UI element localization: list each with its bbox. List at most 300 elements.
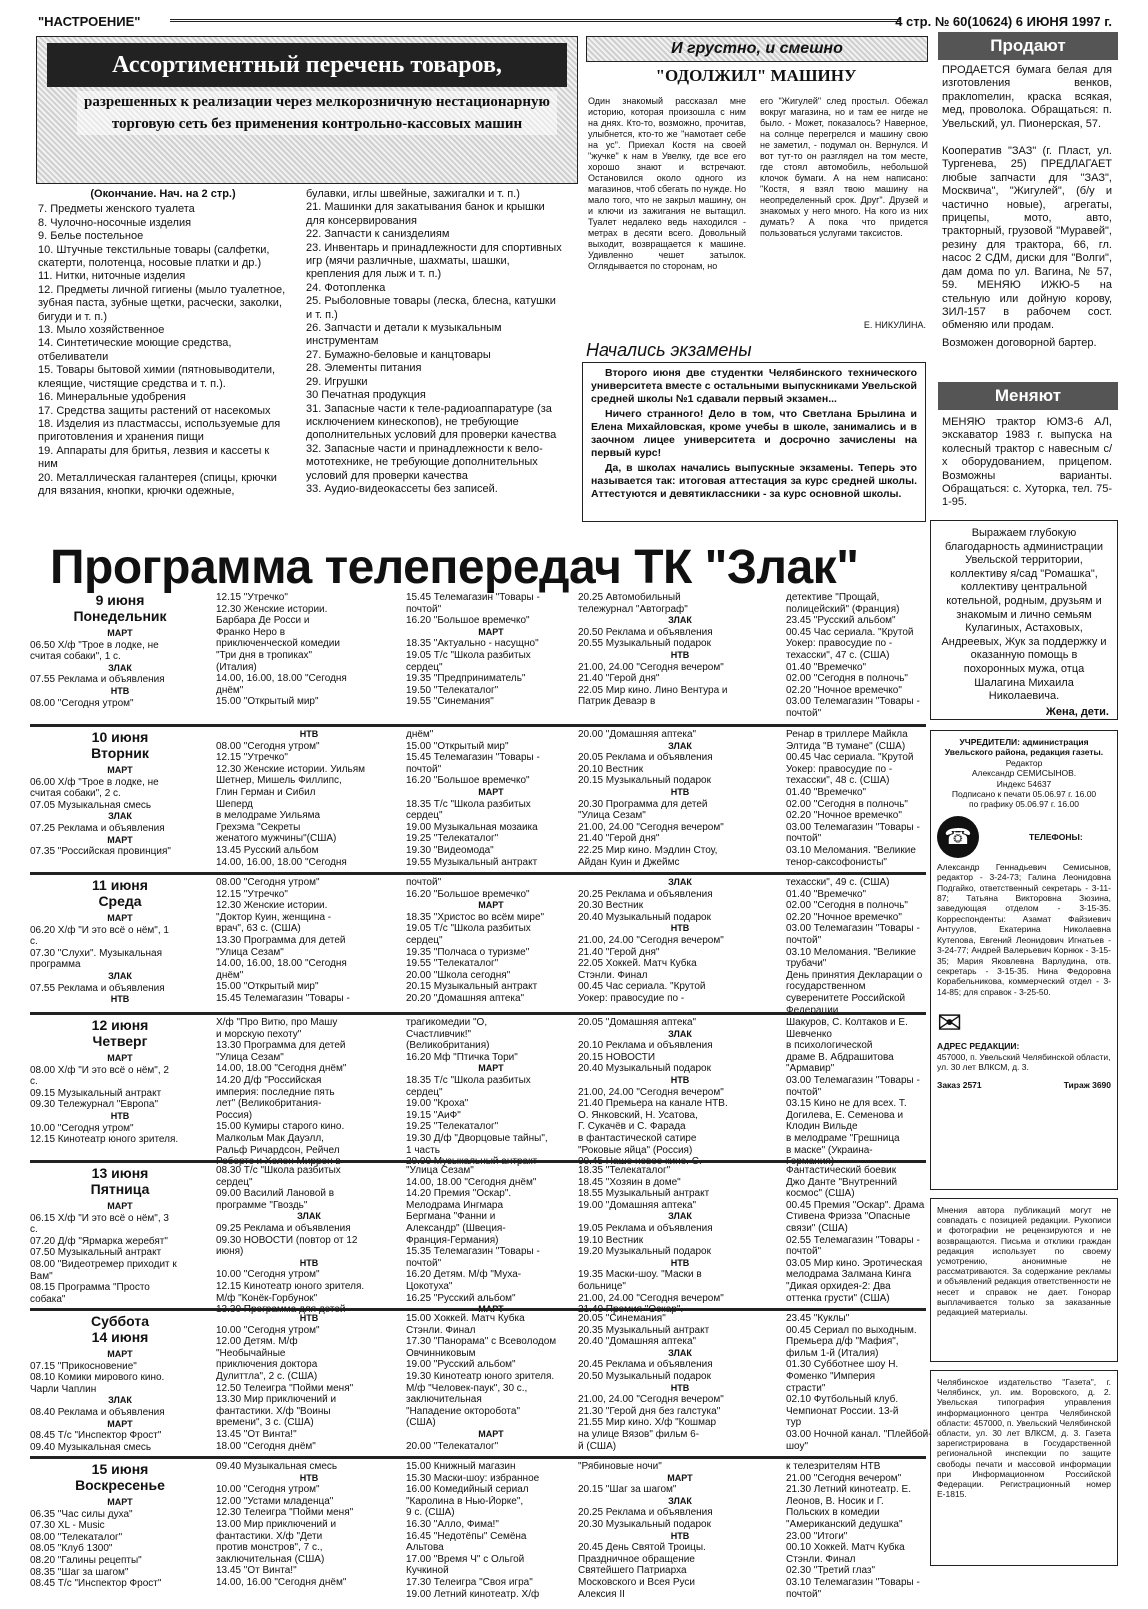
tv-listing-line: почтой": [406, 877, 442, 888]
tv-listing-line: 19.25 "Телекаталог": [406, 833, 499, 845]
tv-listing-line: 14.00, 16.00 "Сегодня днём": [216, 1576, 347, 1588]
tv-listing-line: 08.00 "Сегодня утром": [30, 697, 134, 709]
tv-listing-line: 19.00 "Домашняя аптека": [578, 1199, 697, 1211]
tv-listing-line: 07.25 Реклама и объявления: [30, 822, 165, 834]
tv-listing-line: 16.20 "Большое времечко": [406, 888, 530, 900]
tv-listing-line: "Армавир": [786, 1063, 835, 1075]
tv-day-header: [30, 877, 210, 909]
tv-listing-column: [216, 592, 402, 708]
tv-listing-line: 20.30 Вестник: [578, 900, 644, 912]
tv-listing-line: Счастливчик!": [406, 1028, 472, 1040]
tv-listing-line: 21.00, 24.00 "Сегодня вечером": [578, 821, 724, 833]
tv-listing-line: 21.40 "Герой дня": [578, 946, 660, 958]
tv-listing-line: 08.20 "Галины рецепты": [30, 1554, 142, 1566]
tv-listing-line: 03.10 Меломания. "Великие: [786, 946, 916, 958]
tv-listing-line: техасски", 47 с. (США): [786, 649, 890, 661]
tv-listing-line: 08.15 Программа "Просто: [30, 1282, 150, 1294]
tv-listing-line: Польских в комедии: [786, 1507, 880, 1519]
tv-day-date: Суббота: [90, 1313, 150, 1329]
tv-listing-column: [578, 1313, 782, 1452]
list-item: 7. Предметы женского туалета: [38, 203, 195, 216]
story-author: Е. НИКУЛИНА.: [863, 320, 926, 330]
tv-listing-line: Стивена Фриэза "Опасные: [786, 1211, 911, 1223]
list-item: 17. Средства защиты растений от насекомых: [38, 404, 271, 417]
tv-listing-line: 13.30 Мир приключений и: [216, 1394, 337, 1406]
tv-day-weekday: Четверг: [92, 1033, 148, 1049]
tv-listing-line: МАРТ: [107, 1418, 133, 1429]
tv-listing-line: 15.35 Телемагазин "Товары -: [406, 1246, 540, 1258]
tv-listing-line: НТВ: [670, 1530, 690, 1541]
tv-listing-line: Германия): [786, 1156, 835, 1168]
tv-listing-line: заключительная (США): [216, 1553, 325, 1565]
tv-listing-line: "Роковые яйца" (Россия): [578, 1144, 693, 1156]
tv-listing-line: 20.15 НОВОСТИ: [578, 1051, 656, 1063]
tv-listing-line: Леонов, В. Носик и Г.: [786, 1495, 884, 1507]
tv-listing-line: драме В. Абдрашитова: [786, 1051, 894, 1063]
tv-listing-line: 00.45 Наше новое кино. С.: [578, 1156, 702, 1168]
tv-listing-line: МАРТ: [107, 1201, 133, 1211]
tv-day-block: [30, 1308, 932, 1459]
tv-listing-line: Ральф Ричардсон, Рейчел: [216, 1144, 340, 1156]
tv-listing-line: 15.00 "Открытый мир": [216, 981, 319, 993]
story-rubric: И грустно, и смешно: [671, 40, 843, 57]
tv-listing-line: считая собаки", 2 с.: [30, 788, 121, 800]
tv-listing-line: 22.25 Мир кино. Мэдлин Стоу,: [578, 844, 718, 856]
tv-listing-line: империя: последние пять: [216, 1086, 335, 1098]
tv-listing-line: 02.10 Футбольный клуб.: [786, 1394, 899, 1406]
tv-listing-line: 20.45 День Святой Троицы.: [578, 1542, 706, 1554]
tv-listing-line: ЗЛАК: [108, 662, 132, 673]
tv-listing-column: [406, 1017, 576, 1168]
tv-listing-line: Шетнер, Мишель Филлипс,: [216, 775, 342, 787]
tv-day-weekday: Среда: [98, 893, 142, 909]
tv-listing-line: 08.35 "Шаг за шагом": [30, 1566, 129, 1578]
tv-listing-line: 09.15 Музыкальный антракт: [30, 1087, 162, 1099]
tv-listing-line: 21.30 Летний кинотеатр. Е.: [786, 1484, 911, 1496]
tv-listing-line: 13.00 Мир приключений и: [216, 1518, 337, 1530]
imprint-schedule: по графику 05.06.97 г. 16.00: [969, 799, 1079, 810]
tv-listing-line: считая собаки", 1 с.: [30, 651, 121, 663]
tv-listing-line: О. Янковский, Н. Усатова,: [578, 1109, 698, 1121]
tv-listing-line: Премьера д/ф "Мафия",: [786, 1336, 899, 1348]
tv-listing-line: фантастики. Х/ф "Воины: [216, 1405, 331, 1417]
tv-listing-line: 03.00 Телемагазин "Товары -: [786, 1074, 920, 1086]
tv-listing-line: 16.30 "Алло, Фима!": [406, 1518, 499, 1530]
tv-listing-column: [406, 877, 576, 1005]
tv-listing-line: 19.05 Т/с "Школа разбитых: [406, 923, 531, 935]
tv-listing-line: Уокер: правосудие по -: [578, 992, 685, 1004]
tv-listing-line: 01.40 "Времечко": [786, 661, 867, 673]
phones-row: [937, 816, 1111, 858]
tv-listing-line: страсти": [786, 1382, 826, 1394]
tv-listing-line: 15.00 Кумиры старого кино.: [216, 1121, 345, 1133]
address-text: 457000, п. Увельский Челябинской области, ул. 30 лет ВЛКСМ, д. 3.: [937, 1051, 1111, 1072]
story-rubric-box: [586, 36, 928, 62]
tv-listing-line: 07.15 "Прикосновение": [30, 1360, 137, 1372]
tv-listing-line: 18.55 Музыкальный антракт: [578, 1188, 710, 1200]
tv-listing-line: 19.15 "АиФ": [406, 1109, 461, 1121]
tv-listing-line: 19.00 Летний кинотеатр. Х/ф: [406, 1588, 540, 1600]
tv-listing-line: Элтида "В тумане" (США): [786, 740, 906, 752]
tv-listing-line: Вам": [30, 1270, 53, 1282]
telephone-icon: ☎: [937, 816, 979, 858]
tv-listing-line: 07.35 "Российская провинция": [30, 846, 171, 858]
exams-p3: Да, в школах начались выпускные экзамены. Теперь это называется так: итоговая аттестация за курс средней школы. Аттестуются и девятиклассники - за курс основной школы.: [591, 462, 917, 500]
tv-listing-line: 15.00 Хоккей. Матч Кубка: [406, 1313, 525, 1324]
tv-listing-line: космос" (США): [786, 1188, 855, 1200]
tv-listing-line: День принятия Декларации о: [786, 969, 923, 981]
tv-listing-line: 08.45 Т/с "Инспектор Фрост": [30, 1578, 162, 1590]
tv-listing-line: М/ф "Человек-паук", 30 с.,: [406, 1382, 528, 1394]
tv-listing-line: 20.10 Реклама и объявления: [578, 1040, 713, 1052]
tv-listing-line: 01.40 "Времечко": [786, 888, 867, 900]
tv-listing-line: Барбара Де Росси и: [216, 615, 310, 627]
tv-listing-line: 23.45 "Русский альбом": [786, 615, 896, 627]
tv-listing-line: 21.00, 24.00 "Сегодня вечером": [578, 661, 724, 673]
tv-listing-line: "Улица Сезам": [406, 1165, 474, 1176]
tv-day-block: [30, 872, 926, 1015]
tv-listing-line: 08.00 "Сегодня утром": [216, 740, 320, 752]
tv-day-block: [30, 1456, 926, 1609]
list-item: 28. Элементы питания: [306, 362, 422, 375]
tv-listing-line: 16.00 Комедийный сериал: [406, 1484, 529, 1496]
tv-listing-line: 07.20 Д/ф "Ярмарка жеребят": [30, 1235, 168, 1247]
tv-listing-line: 02.00 "Сегодня в полночь": [786, 798, 908, 810]
list-item: 13. Мыло хозяйственное: [38, 324, 165, 337]
tv-listing-line: 12.15 Кинотеатр юного зрителя.: [30, 1134, 179, 1146]
tv-listing-line: 00.45 Час сериала. "Крутой: [786, 626, 914, 638]
tv-day-weekday: Пятница: [90, 1181, 150, 1197]
story-col1: Один знакомый рассказал мне историю, которая произошла с ним на днях. Кто-то, возможно, прочитав, улыбнется, кто-то же "намотает себе на ус". Приехал Костя на своей "жучке" к нам в Увелку, где все его хорошо знают и встречают. Остановился около одного из магазинов, чтоб сбегать по нужде. Но мало того, что не закрыл машину, он и ключи из зажигания не вытащил. Туалет недалеко ведь находился - метрах в десяти всего. Довольный выходит, возвращается к машине. Удивленно чешет затылок. Оглядывается по сторонам, но: [588, 96, 746, 271]
print-info: [937, 1080, 1111, 1090]
tv-listing-line: Бергмана "Фанни и: [406, 1211, 496, 1223]
swap-body: МЕНЯЮ трактор ЮМЗ-6 АЛ, экскаватор 1983 г. выпуска на колесный трактор с навесным с/х оборудованием, прицепом. Возможны варианты. Обращаться: с. Хуторка, тел. 75-1-95.: [942, 416, 1112, 509]
tv-listing-line: МАРТ: [478, 1304, 504, 1315]
tv-listing-line: Глин Герман и Сибил: [216, 786, 316, 798]
tv-day-header: [30, 1165, 210, 1197]
tv-listing-line: НТВ: [670, 649, 690, 660]
tv-listing-line: 08.10 Комики мирового кино.: [30, 1372, 165, 1384]
tv-listing-line: 08.00 "Сегодня утром": [216, 877, 320, 888]
tv-listing-line: Святейшего Патриарха: [578, 1565, 687, 1577]
list-item: 14. Синтетические моющие средства, отбеливатели: [38, 337, 232, 363]
tv-listing-line: и морскую пехоту": [216, 1028, 302, 1040]
tv-listing-line: 15.30 Маски-шоу: избранное: [406, 1472, 540, 1484]
tv-listing-line: 16.20 Мф "Птичка Тори": [406, 1051, 518, 1063]
tv-listing-line: 13.30 Программа для детей: [216, 1040, 346, 1052]
tv-listing-column: [30, 1053, 210, 1146]
imprint-editor: Александр СЕМИСЫНОВ.: [971, 768, 1077, 779]
tv-listing-line: 12.15 Кинотеатр юного зрителя.: [216, 1280, 365, 1292]
assortment-col1: [38, 188, 288, 498]
tv-listing-line: (Италия): [216, 661, 257, 673]
list-item: 10. Штучные текстильные товары (салфетки, скатерти, полотенца, носовые платки и др.): [38, 243, 270, 270]
tv-listing-line: днём": [216, 684, 244, 696]
tv-listing-line: 08.45 Т/с "Инспектор Фрост": [30, 1430, 162, 1442]
tv-listing-line: трубачи": [786, 958, 827, 970]
tv-listing-line: 20.25 Автомобильный: [578, 592, 681, 603]
tv-listing-line: (США): [406, 1417, 436, 1429]
tv-listing-line: трагикомедии "О,: [406, 1017, 488, 1028]
tv-listing-line: с.: [30, 1076, 38, 1088]
address-row: [937, 1007, 1111, 1041]
tv-listing-line: МАРТ: [478, 900, 504, 911]
tv-listing-line: "Дикая орхидея-2: Два: [786, 1280, 891, 1292]
tv-listing-line: Алексия II: [578, 1588, 625, 1600]
tv-listing-line: 08.05 "Клуб 1300": [30, 1543, 113, 1555]
tv-listing-line: врач", 63 с. (США): [216, 923, 301, 935]
list-item: 26. Запчасти и детали к музыкальным инструментам: [306, 322, 502, 348]
condolence-sign: Жена, дети.: [1045, 705, 1109, 718]
tv-listing-line: 09.40 Музыкальная смесь: [30, 1441, 152, 1453]
list-item: булавки, иглы швейные, зажигалки и т. п.): [306, 188, 520, 200]
tv-listing-line: 21.00, 24.00 "Сегодня вечером": [578, 1292, 724, 1304]
tv-listing-line: 20.05 Реклама и объявления: [578, 752, 713, 764]
tv-listing-line: Кучкиной: [406, 1565, 449, 1577]
tv-listing-line: ЗЛАК: [108, 970, 132, 981]
tv-title: Программа телепередач ТК "Злак": [50, 541, 859, 594]
tv-listing-column: [216, 1461, 402, 1589]
tv-listing-line: НТВ: [670, 923, 690, 934]
tv-listing-line: 16.20 "Большое времечко": [406, 615, 530, 627]
tv-day-weekday: 14 июня: [91, 1329, 149, 1345]
tv-listing-line: Г. Сукачёв и С. Фарада: [578, 1121, 686, 1133]
tv-listing-line: 07.05 Музыкальная смесь: [30, 799, 152, 811]
tv-listing-line: 21.40 "Герой дня": [578, 833, 660, 845]
tv-listing-line: Фоменко "Империя: [786, 1370, 876, 1382]
tv-listing-line: 09.30 НОВОСТИ (повтор от 12: [216, 1234, 358, 1246]
tv-listing-line: 21.40 "Герой дня": [578, 673, 660, 685]
tv-listing-line: 18.35 "Актуально - насущно": [406, 638, 539, 650]
tv-listing-line: Стэнли. Финал: [786, 1553, 856, 1565]
tv-listing-line: ЗЛАК: [668, 615, 692, 626]
tv-listing-line: 03.00 Телемагазин "Товары -: [786, 821, 920, 833]
tv-listing-line: приключенческой комедии: [216, 638, 340, 650]
tv-listing-line: Догилева, Е. Семенова и: [786, 1109, 904, 1121]
tv-listing-line: Клодин Вильде: [786, 1121, 858, 1133]
tv-listing-line: 16.20 Детям. М/ф "Муха-: [406, 1269, 522, 1281]
tv-listing-line: 02.00 "Сегодня в полночь": [786, 673, 908, 685]
tv-listing-line: 21.55 Мир кино. Х/ф "Кошмар: [578, 1417, 717, 1429]
tv-day-weekday: Воскресенье: [75, 1477, 165, 1493]
tv-listing-line: 12.00 "Устами младенца": [216, 1495, 334, 1507]
tv-listing-column: [216, 877, 402, 1005]
tv-schedule: [30, 590, 932, 1600]
tv-listing-line: Чемпионат России. 13-й: [786, 1405, 899, 1417]
tv-listing-line: почтой": [786, 1588, 822, 1600]
tv-listing-line: Федерации: [786, 1004, 839, 1016]
tv-day-date: 9 июня: [95, 592, 145, 608]
tv-listing-line: 14.00, 16.00, 18.00 "Сегодня: [216, 673, 347, 685]
tv-listing-line: 03.15 Кино не для всех. Т.: [786, 1098, 907, 1110]
tv-listing-line: (Великобритания): [406, 1040, 490, 1052]
tv-listing-line: к телезрителям НТВ: [786, 1461, 881, 1472]
tv-listing-line: Айдан Куин и Джеймс: [578, 856, 680, 868]
tv-listing-line: Цокотуха": [406, 1280, 453, 1292]
tv-listing-line: 14.20 Д/ф "Российская: [216, 1074, 322, 1086]
tv-listing-line: 21.40 Премьера на канале НТВ.: [578, 1098, 728, 1110]
tv-listing-line: 20.45 Реклама и объявления: [578, 1359, 713, 1371]
tv-listing-column: [406, 729, 576, 868]
imprint-signed: Подписано к печати 05.06.97 г. 16.00: [951, 789, 1097, 800]
tv-listing-line: 13.45 "От Винта!": [216, 1565, 297, 1577]
tv-listing-line: 10.00 "Сегодня утром": [216, 1484, 320, 1496]
imprint-index: Индекс 54637: [996, 778, 1052, 789]
sell-p1: ПРОДАЕТСЯ бумага белая для изготовления венков, праклomелин, краска всякая, мед, проволока. Обращаться: п. Увельский, ул. Пионерская, 57.: [942, 64, 1112, 130]
tv-day-date: 11 июня: [92, 877, 148, 893]
tv-listing-line: 20.05 "Синемания": [578, 1313, 666, 1324]
tv-listing-column: [216, 1165, 402, 1316]
tv-listing-line: сердец": [406, 810, 443, 822]
tv-listing-line: Фантастический боевик: [786, 1165, 897, 1176]
list-item: 18. Изделия из пластмассы, используемые для приготовления и хранения пищи: [38, 417, 281, 444]
tv-listing-line: 19.00 Музыкальная мозаика: [406, 821, 538, 833]
tv-listing-line: 14.20 Премия "Оскар".: [406, 1188, 512, 1200]
tv-listing-line: 19.00 "Кроха": [406, 1098, 469, 1110]
tv-listing-line: 20.15 Музыкальный антракт: [406, 981, 538, 993]
tv-day-header: [30, 1461, 210, 1493]
tv-listing-line: 20.00 Музыкальный антракт: [406, 1156, 538, 1168]
tv-listing-line: тенор-саксофонисты": [786, 856, 887, 868]
tv-day-block: [30, 1160, 926, 1316]
tv-day-block: [30, 724, 926, 875]
tv-listing-line: ЗЛАК: [668, 877, 692, 887]
tv-listing-line: 15.45 Телемагазин "Товары -: [406, 752, 540, 764]
list-item: 11. Нитки, ниточные изделия: [38, 270, 186, 283]
tv-listing-column: [30, 1497, 210, 1590]
tv-listing-line: НТВ: [299, 1472, 319, 1483]
tv-listing-line: 00.45 Час сериала. "Крутой: [786, 752, 914, 764]
tv-listing-line: 07.30 XL - Music: [30, 1520, 105, 1532]
tv-listing-line: 20.50 Реклама и объявления: [578, 626, 713, 638]
tv-listing-column: [578, 1165, 782, 1316]
tv-listing-line: "Улица Сезам": [216, 1051, 284, 1063]
tv-listing-line: 02.55 Телемагазин "Товары -: [786, 1234, 920, 1246]
tv-listing-line: тур: [786, 1417, 802, 1429]
tv-listing-line: Овчинниковым: [406, 1347, 476, 1359]
tv-listing-line: 23.00 "Итоги": [786, 1530, 848, 1542]
tv-listing-line: 19.05 Т/с "Школа разбитых: [406, 649, 531, 661]
tv-listing-line: 07.50 Музыкальный антракт: [30, 1247, 162, 1259]
tv-listing-line: 21.00 "Сегодня вечером": [786, 1472, 902, 1484]
tv-listing-column: [406, 592, 576, 708]
tv-listing-line: 03.00 Ночной канал. "Плейбой-: [786, 1428, 932, 1440]
tv-listing-line: 02.20 "Ночное времечко": [786, 684, 902, 696]
tv-day-weekday: Понедельник: [73, 608, 167, 624]
tv-listing-line: МАРТ: [478, 1428, 504, 1439]
tv-listing-line: М/ф "Конёк-Горбунок": [216, 1292, 318, 1304]
exams-box: [582, 362, 926, 522]
tv-listing-line: 03.10 Телемагазин "Товары -: [786, 1576, 920, 1588]
tv-listing-line: й (США): [578, 1440, 617, 1452]
tv-listing-line: 12.15 "Утречко": [216, 752, 288, 764]
tv-listing-column: [578, 877, 782, 1005]
tv-listing-line: 18.00 "Сегодня днём": [216, 1440, 316, 1452]
tv-listing-line: программе "Гвоздь": [216, 1199, 308, 1211]
tv-listing-line: тележурнал "Автограф": [578, 603, 688, 615]
tv-listing-column: [406, 1461, 576, 1600]
tv-listing-line: Шеперд: [216, 798, 253, 810]
imprint-box: [930, 730, 1118, 1190]
tv-listing-line: 03.00 Телемагазин "Товары -: [786, 696, 920, 708]
masthead: [30, 10, 1120, 32]
tv-listing-line: 06.20 Х/ф "И это всё о нём", 1: [30, 924, 169, 936]
tv-listing-line: Уокер: правосудие по -: [786, 638, 893, 650]
tv-listing-line: Джо Данте "Внутренний: [786, 1176, 898, 1188]
tv-listing-line: почтой": [406, 763, 442, 775]
tv-listing-line: 20.15 Музыкальный подарок: [578, 775, 711, 787]
tv-listing-line: женатого мужчины"(США): [216, 833, 337, 845]
tv-listing-line: 13.30 Программа для детей: [216, 1304, 346, 1316]
tv-listing-line: почтой": [406, 1257, 442, 1269]
tv-listing-line: 21.00, 24.00 "Сегодня вечером": [578, 1086, 724, 1098]
tv-listing-line: 15.00 "Открытый мир": [216, 696, 319, 708]
tv-listing-line: суверенитете Российской: [786, 992, 906, 1004]
tv-listing-line: 19.25 "Телекаталог": [406, 1121, 499, 1133]
tv-listing-line: 12.00 Детям. М/ф: [216, 1336, 298, 1348]
tv-day-header: [30, 729, 210, 761]
print-run: Тираж 3690: [1063, 1080, 1111, 1091]
list-item: 29. Игрушки: [306, 375, 368, 388]
list-item: 30 Печатная продукция: [306, 389, 426, 402]
tv-listing-line: 19.55 "Синемания": [406, 696, 494, 708]
tv-listing-line: 20.25 Реклама и объявления: [578, 1507, 713, 1519]
tv-listing-line: ЗЛАК: [668, 1028, 692, 1039]
tv-listing-line: ЗЛАК: [668, 1495, 692, 1506]
story-col2: его "Жигулей" след простыл. Обежал вокруг магазина, но и там ее нигде не было. - Может, показалось? Наверное, на солнце перегрелся и машину свою не заметил, - подумал он. Вернулся. И вот тут-то он разглядел на том месте, где стоял автомобиль, небольшой клочок бумаги. А на нем написано: "Костя, я взял твою машину на неопределенный срок. Друг". Друзей и знакомых у него много. На кого из них думать? А пока что придется пользоваться услугами таксистов.: [760, 96, 928, 238]
tv-listing-line: 19.35 Маски-шоу. "Маски в: [578, 1269, 702, 1281]
tv-listing-line: 01.30 Субботнее шоу Н.: [786, 1359, 899, 1371]
tv-listing-line: днём": [406, 729, 434, 740]
exams-rubric: Начались экзамены: [586, 340, 752, 360]
tv-listing-line: сердец": [406, 1086, 443, 1098]
tv-listing-line: НТВ: [670, 1257, 690, 1268]
tv-listing-line: Франко Неро в: [216, 626, 286, 638]
list-item: 33. Аудио-видеокассеты без записей.: [306, 482, 498, 495]
tv-day-header: [30, 1313, 210, 1345]
tv-listing-line: ЗЛАК: [668, 1347, 692, 1358]
sell-title: Продают: [990, 36, 1066, 55]
sell-p3: Возможен договорной бартер.: [942, 336, 1097, 349]
tv-listing-line: 15.45 Телемагазин "Товары -: [406, 592, 540, 603]
tv-listing-line: Робертс и Хелен Миррен в: [216, 1156, 341, 1168]
tv-listing-line: Праздничное обращение: [578, 1553, 695, 1565]
exams-p1: Второго июня две студентки Челябинского технического университета вместе с остальными выпускниками Увельской средней школы №1 сдавали первый экзамен...: [591, 367, 917, 405]
tv-listing-line: Московского и Всея Руси: [578, 1576, 696, 1588]
tv-listing-line: 00.45 Час сериала. "Крутой: [578, 981, 706, 993]
tv-listing-line: 17.30 Телеигра "Своя игра": [406, 1576, 533, 1588]
tv-listing-line: МАРТ: [107, 1349, 133, 1359]
tv-listing-line: 20.50 Музыкальный подарок: [578, 1370, 711, 1382]
tv-listing-line: Малкольм Мак Дауэлл,: [216, 1132, 324, 1144]
tv-day-block: [30, 1012, 926, 1168]
tv-listing-line: 13.45 Русский альбом: [216, 844, 319, 856]
assortment-title: Ассортиментный перечень товаров,: [47, 43, 567, 87]
tv-listing-line: Франция-Германия): [406, 1234, 499, 1246]
tv-listing-line: 19.00 "Русский альбом": [406, 1359, 516, 1371]
tv-listing-line: НТВ: [299, 1313, 319, 1323]
tv-listing-line: фантастики. Х/ф "Дети: [216, 1530, 323, 1542]
tv-listing-line: Альтова: [406, 1542, 444, 1554]
tv-listing-line: 21.00, 24.00 "Сегодня вечером": [578, 934, 724, 946]
list-item: 15. Товары бытовой химии (пятновыводители, клеящие, чистящие средства и т. п.).: [38, 364, 276, 390]
tv-listing-line: днём": [216, 969, 244, 981]
tv-listing-line: 07.55 Реклама и объявления: [30, 982, 165, 994]
tv-listing-line: 22.05 Мир кино. Лино Вентура и: [578, 684, 728, 696]
tv-listing-line: Патрик Деваэр в: [578, 696, 656, 708]
masthead-rule: [170, 19, 900, 22]
imprint-editor-label: Редактор: [1005, 757, 1043, 768]
